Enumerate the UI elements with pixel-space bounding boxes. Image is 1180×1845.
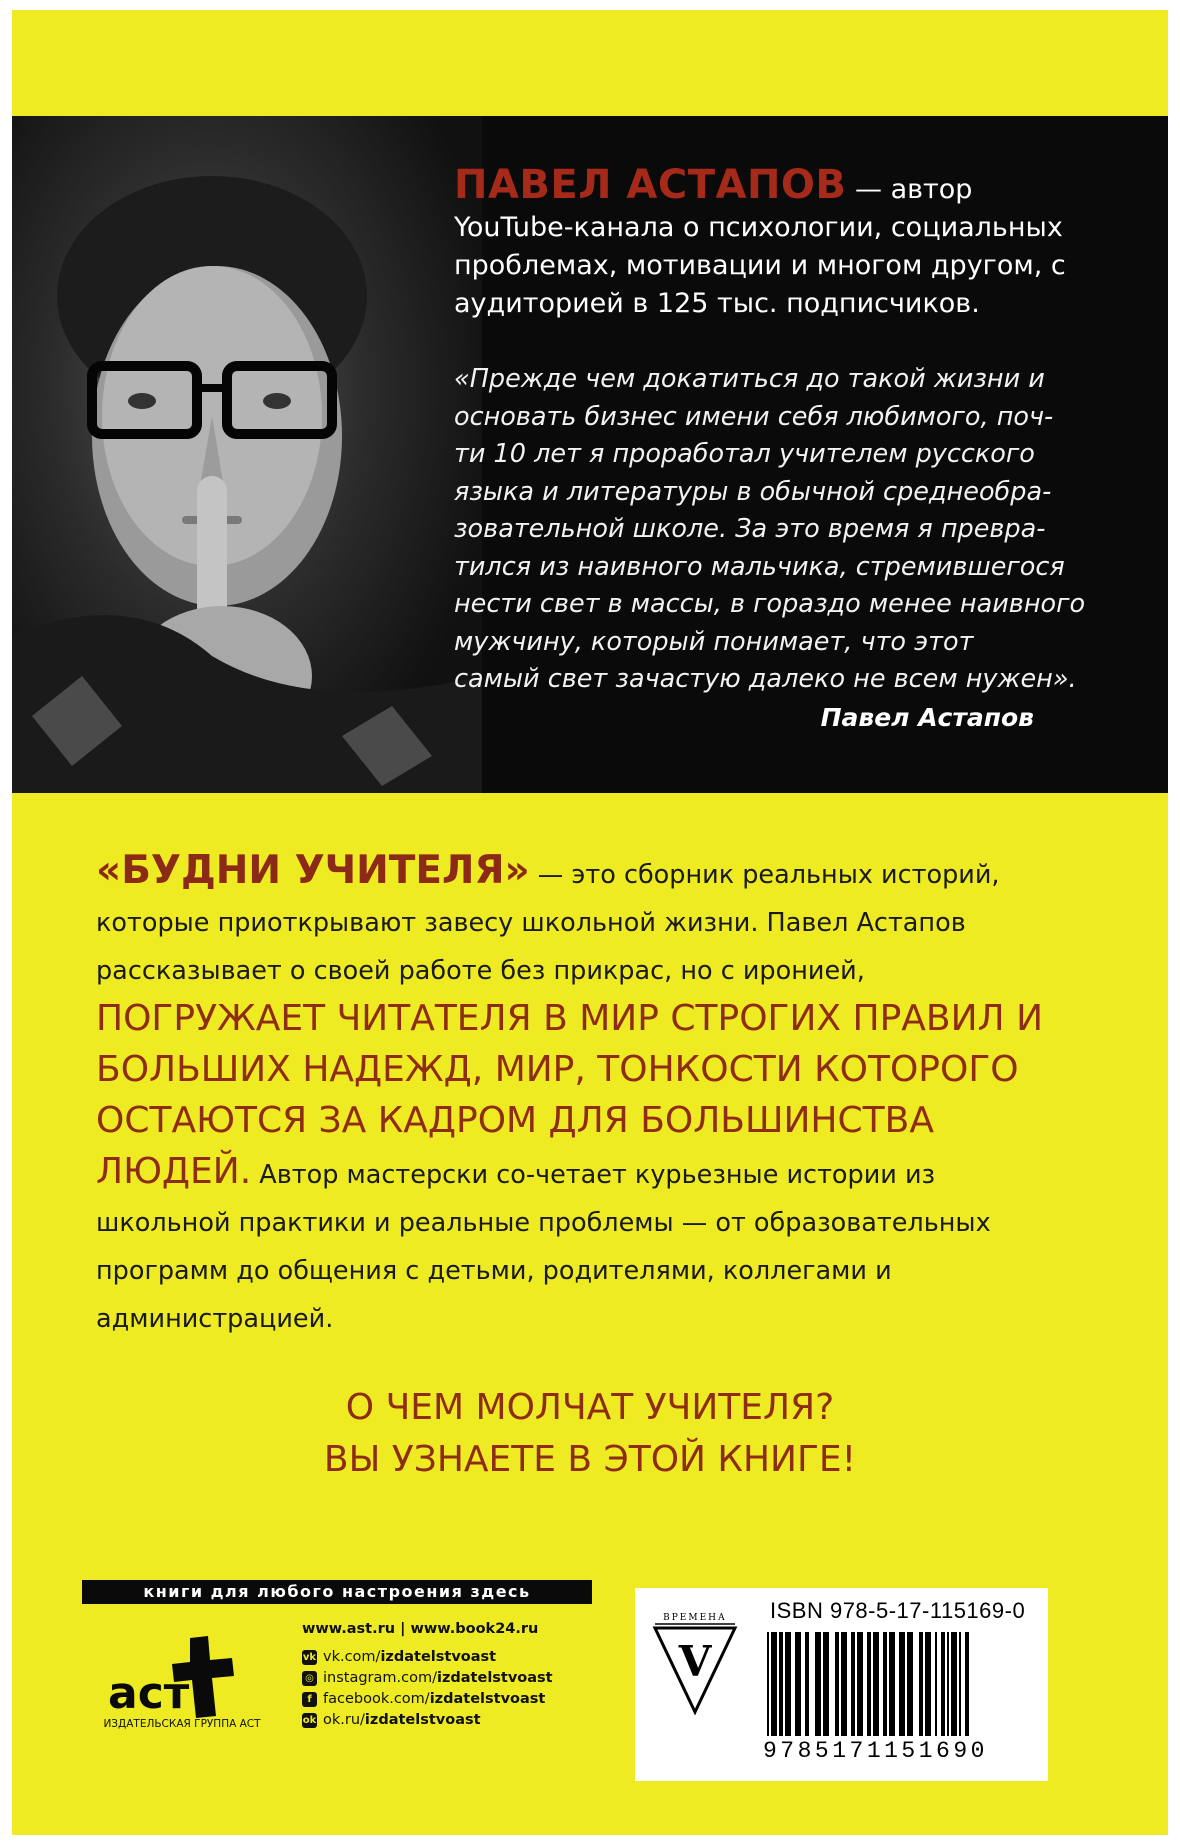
author-bio: [454, 162, 1094, 732]
author-intro-rest: YouTube-канала о психологии, социальных проблемах, мотивации и многом другом, с аудиторией в 125 тыс. подписчиков.: [454, 212, 1066, 319]
barcode-bar: [965, 1632, 969, 1736]
odnoklassniki-icon: ok: [302, 1715, 317, 1726]
barcode-bar: [805, 1632, 809, 1736]
isbn-label: ISBN 978-5-17-115169-0: [770, 1598, 1026, 1623]
book-description: [96, 847, 1056, 1343]
author-band: [12, 116, 1168, 793]
publisher-subtitle: ИЗДАТЕЛЬСКАЯ ГРУППА АСТ: [103, 1718, 261, 1730]
social-instagram-prefix: instagram.com/: [323, 1670, 437, 1686]
description-part1: — это сборник реальных историй, которые приоткрывают завесу школьной жизни. Павел Астапов рассказывает о своей работе без прикрас, но с иронией,: [96, 860, 1000, 986]
social-ok[interactable]: [302, 1710, 553, 1731]
cta-line-1: О ЧЕМ МОЛЧАТ УЧИТЕЛЯ?: [345, 1387, 835, 1428]
social-facebook-handle: izdatelstvoast: [429, 1691, 546, 1707]
cta-line-2: ВЫ УЗНАЕТЕ В ЭТОЙ КНИГЕ!: [323, 1439, 857, 1480]
publisher-links: [302, 1621, 553, 1731]
author-intro-dash: — автор: [846, 174, 973, 205]
instagram-icon: ◎: [302, 1671, 317, 1686]
social-instagram[interactable]: [302, 1668, 553, 1689]
barcode-digits: 9785171151690: [763, 1738, 988, 1764]
barcode-bar: [779, 1632, 783, 1736]
publisher-slogan: книги для любого настроения здесь: [82, 1580, 592, 1604]
quote-signature: Павел Астапов: [820, 702, 1034, 732]
barcode-bar: [823, 1632, 829, 1736]
author-portrait-illustration: [12, 116, 482, 793]
book-back-cover: [12, 10, 1168, 1835]
ast-logo-icon: [104, 1630, 254, 1720]
barcode-bar: [925, 1632, 931, 1736]
vk-icon: vk: [302, 1652, 317, 1663]
barcode-bar: [867, 1632, 871, 1736]
barcode-bar: [951, 1632, 957, 1736]
barcode-bar: [899, 1632, 905, 1736]
social-ok-prefix: ok.ru/: [323, 1712, 365, 1728]
publisher-websites[interactable]: www.ast.ru | www.book24.ru: [302, 1621, 539, 1637]
barcode-bar: [785, 1632, 791, 1736]
vremena-name: ВРЕМЕНА: [663, 1613, 727, 1623]
barcode-bar: [947, 1632, 949, 1736]
social-vk[interactable]: [302, 1647, 553, 1668]
description-part2: Автор мастерски со-четает курьезные истории из школьной практики и реальные проблемы — от образовательных программ до общения с детьми, родителями, коллегами и администрацией.: [96, 1160, 991, 1334]
author-intro: [454, 162, 1094, 323]
barcode-bars: [763, 1632, 1033, 1736]
social-facebook-prefix: facebook.com/: [323, 1691, 430, 1707]
social-facebook[interactable]: [302, 1689, 553, 1710]
author-photo: [12, 116, 482, 793]
author-quote: «Прежде чем докатиться до такой жизни и основать бизнес имени себя любимого, поч- ти 10 лет я проработал учителем русского языка и литературы в обычной среднеобра- зовательной школе. За это время я превра- тился из наивного мальчика, стремившегося нести свет в массы, в гораздо менее наивного мужчину, который понимает, что этот самый свет зачастую далеко не всем нужен».: [454, 364, 1086, 694]
author-name: ПАВЕЛ АСТАПОВ: [454, 162, 847, 208]
barcode-bar: [919, 1632, 923, 1736]
barcode-bar: [841, 1632, 847, 1736]
barcode-bar: [795, 1632, 801, 1736]
social-vk-prefix: vk.com/: [323, 1649, 381, 1665]
facebook-icon: f: [302, 1692, 317, 1707]
barcode-bar: [767, 1632, 769, 1736]
barcode-bar: [835, 1632, 839, 1736]
barcode-bar: [851, 1632, 855, 1736]
barcode-bar: [883, 1632, 887, 1736]
barcode-bar: [959, 1632, 961, 1736]
ast-logo-text: аст: [108, 1668, 190, 1719]
description-highlight: ПОГРУЖАЕТ ЧИТАТЕЛЯ В МИР СТРОГИХ ПРАВИЛ И БОЛЬШИХ НАДЕЖД, МИР, ТОНКОСТИ КОТОРОГО ОСТАЮТСЯ ЗА КАДРОМ ДЛЯ БОЛЬШИНСТВА ЛЮДЕЙ.: [96, 998, 1044, 1192]
barcode-bar: [771, 1632, 777, 1736]
vremena-imprint-icon: [651, 1606, 739, 1716]
barcode-bar: [907, 1632, 913, 1736]
barcode-bar: [889, 1632, 895, 1736]
barcode-bar: [941, 1632, 945, 1736]
call-to-action: [12, 1382, 1168, 1486]
barcode-bar: [815, 1632, 821, 1736]
barcode-bar: [873, 1632, 879, 1736]
social-ok-handle: izdatelstvoast: [364, 1712, 481, 1728]
vremena-letter: V: [678, 1637, 712, 1686]
social-vk-handle: izdatelstvoast: [380, 1649, 497, 1665]
book-title: «БУДНИ УЧИТЕЛЯ»: [96, 848, 530, 893]
social-instagram-handle: izdatelstvoast: [436, 1670, 553, 1686]
barcode-bar: [935, 1632, 937, 1736]
barcode-panel: [635, 1588, 1048, 1781]
barcode-bar: [857, 1632, 863, 1736]
